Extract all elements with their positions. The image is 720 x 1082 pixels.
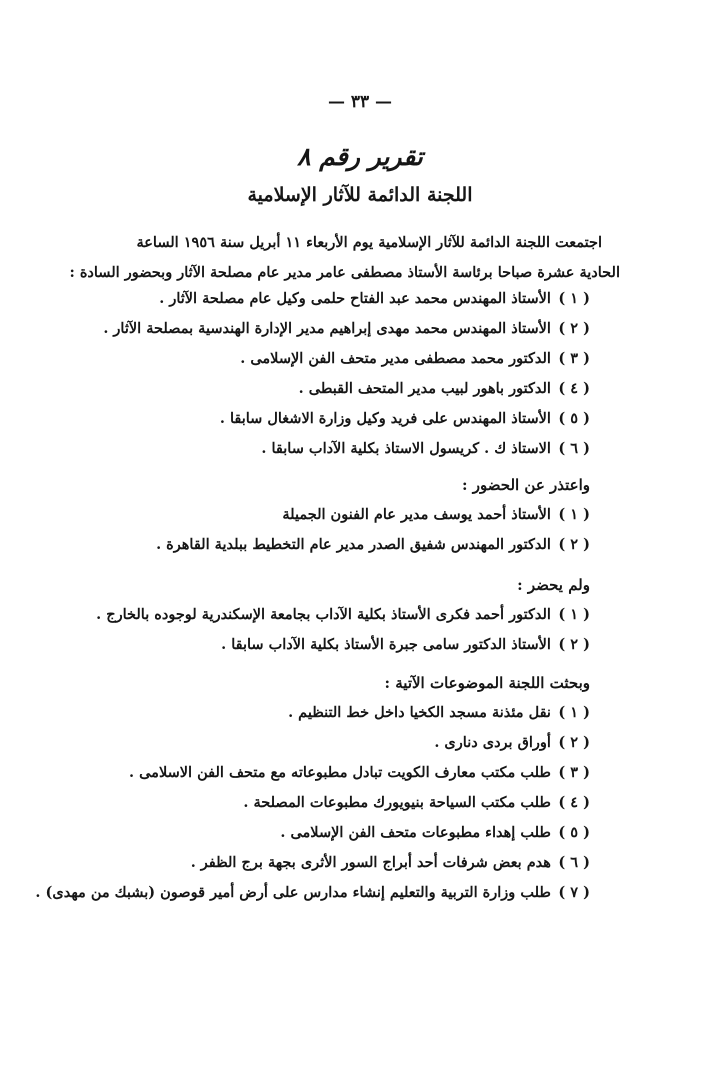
item-number: ( ٣ ) xyxy=(558,764,590,781)
item-text: طلب مكتب معارف الكويت تبادل مطبوعاته مع متحف الفن الاسلامى . xyxy=(129,764,551,781)
item-number: ( ١ ) xyxy=(558,290,590,307)
item-number: ( ٣ ) xyxy=(558,350,590,367)
item-number: ( ٧ ) xyxy=(558,884,590,901)
attendee-item xyxy=(70,434,590,464)
item-number: ( ٤ ) xyxy=(558,794,590,811)
attendees-list xyxy=(70,284,590,464)
attendee-item xyxy=(70,344,590,374)
item-text: نقل مئذنة مسجد الكخيا داخل خط التنظيم . xyxy=(288,704,551,721)
item-text: الدكتور باهور لبيب مدير المتحف القبطى . xyxy=(298,380,551,397)
topic-item xyxy=(70,758,590,788)
item-number: ( ٦ ) xyxy=(558,440,590,457)
attendee-item xyxy=(70,284,590,314)
item-text: طلب وزارة التربية والتعليم إنشاء مدارس على أرض أمير قوصون (بشبك من مهدى) . xyxy=(35,884,551,901)
attendee-item xyxy=(70,374,590,404)
item-text: الأستاذ الدكتور سامى جبرة الأستاذ بكلية الآداب سابقا . xyxy=(221,636,551,653)
item-number: ( ١ ) xyxy=(558,704,590,721)
item-number: ( ٦ ) xyxy=(558,854,590,871)
topic-item xyxy=(70,788,590,818)
item-text: الأستاذ المهندس على فريد وكيل وزارة الاشغال سابقا . xyxy=(219,410,551,427)
topic-item xyxy=(70,818,590,848)
intro-line-2: الحادية عشرة صباحا برئاسة الأستاذ مصطفى عامر مدير عام مصلحة الآثار وبحضور السادة : xyxy=(69,264,620,281)
intro-paragraph xyxy=(69,228,620,288)
apologies-section xyxy=(70,470,590,560)
absent-item xyxy=(70,630,590,660)
section-heading: وبحثت اللجنة الموضوعات الآتية : xyxy=(384,674,590,692)
item-text: أوراق بردى دنارى . xyxy=(434,734,551,751)
item-number: ( ١ ) xyxy=(558,506,590,523)
absent-section xyxy=(70,570,590,660)
item-number: ( ٥ ) xyxy=(558,824,590,841)
item-text: الدكتور محمد مصطفى مدير متحف الفن الإسلامى . xyxy=(240,350,551,367)
report-title: تقرير رقم ٨ xyxy=(297,142,423,171)
apology-item xyxy=(70,530,590,560)
item-number: ( ٢ ) xyxy=(558,636,590,653)
attendee-item xyxy=(70,404,590,434)
absent-item xyxy=(70,600,590,630)
item-number: ( ٥ ) xyxy=(558,410,590,427)
topics-section xyxy=(35,668,590,908)
item-number: ( ٢ ) xyxy=(558,536,590,553)
attendee-item xyxy=(70,314,590,344)
topic-item xyxy=(70,698,590,728)
item-number: ( ٢ ) xyxy=(558,320,590,337)
item-number: ( ٤ ) xyxy=(558,380,590,397)
item-number: ( ٢ ) xyxy=(558,734,590,751)
item-text: الاستاذ ك . كريسول الاستاذ بكلية الآداب سابقا . xyxy=(261,440,551,457)
apology-item xyxy=(70,500,590,530)
topic-item xyxy=(70,728,590,758)
section-heading: ولم يحضر : xyxy=(517,576,590,594)
section-heading: واعتذر عن الحضور : xyxy=(462,476,590,494)
item-number: ( ١ ) xyxy=(558,606,590,623)
item-text: الأستاذ المهندس محمد مهدى إبراهيم مدير الإدارة الهندسية بمصلحة الآثار . xyxy=(103,320,551,337)
page-number: — ٣٣ — xyxy=(327,92,393,112)
intro-line-1: اجتمعت اللجنة الدائمة للآثار الإسلامية يوم الأربعاء ١١ أبريل سنة ١٩٥٦ الساعة xyxy=(136,234,602,251)
item-text: الأستاذ أحمد يوسف مدير عام الفنون الجميلة xyxy=(282,506,551,523)
committee-name: اللجنة الدائمة للآثار الإسلامية xyxy=(247,184,473,206)
item-text: الدكتور المهندس شفيق الصدر مدير عام التخطيط ببلدية القاهرة . xyxy=(156,536,551,553)
item-text: طلب مكتب السياحة بنيويورك مطبوعات المصلحة . xyxy=(243,794,551,811)
item-text: الدكتور أحمد فكرى الأستاذ بكلية الآداب بجامعة الإسكندرية لوجوده بالخارج . xyxy=(96,606,551,623)
item-text: هدم بعض شرفات أحد أبراج السور الأثرى بجهة برج الظفر . xyxy=(190,854,551,871)
topic-item xyxy=(35,878,590,908)
item-text: طلب إهداء مطبوعات متحف الفن الإسلامى . xyxy=(280,824,551,841)
item-text: الأستاذ المهندس محمد عبد الفتاح حلمى وكيل عام مصلحة الآثار . xyxy=(159,290,551,307)
topic-item xyxy=(70,848,590,878)
